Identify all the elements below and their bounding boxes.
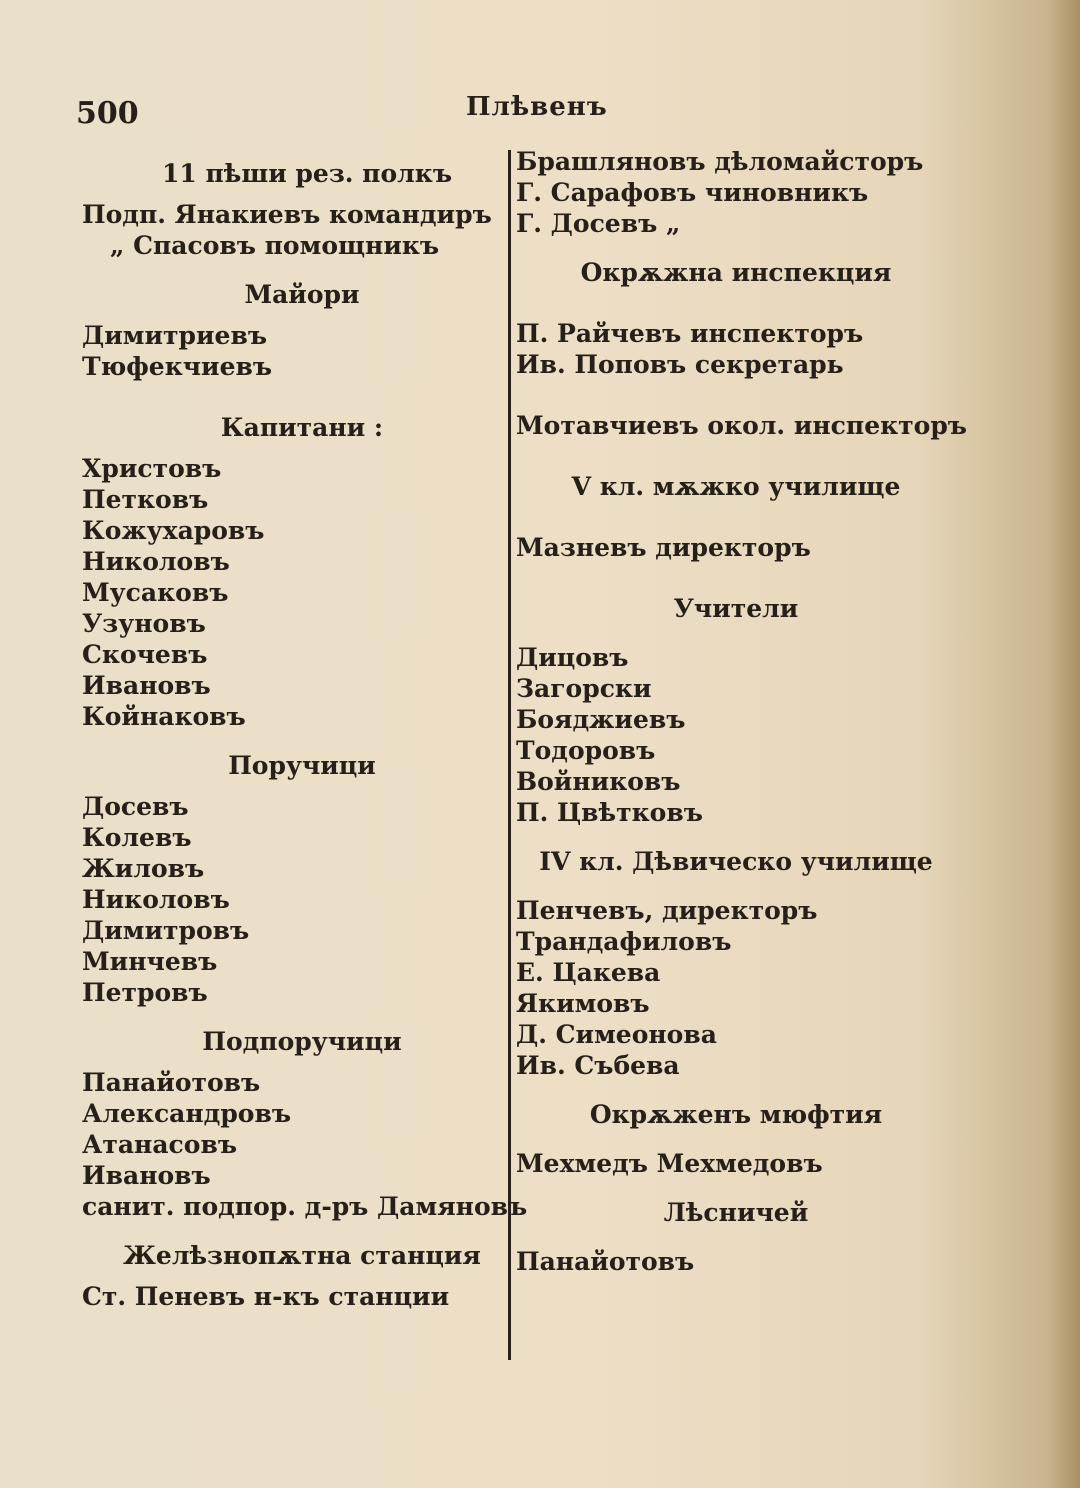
running-title: Плѣвенъ: [466, 92, 608, 122]
mufti-heading: Окрѫженъ мюфтия: [589, 1100, 883, 1129]
teachers-list: [516, 642, 956, 828]
girls-school-heading: IV кл. Дѣвическо училище: [539, 847, 933, 876]
right-column: [516, 146, 967, 1277]
list-item: Мусаковъ: [82, 578, 229, 607]
list-item: Христовъ: [82, 454, 222, 483]
left-column: [82, 158, 528, 1312]
list-item: Колевъ: [82, 823, 192, 852]
railway-entry: Ст. Пеневъ н-къ станции: [82, 1282, 450, 1311]
list-item: Трандафиловъ: [516, 927, 732, 956]
boys-school-heading: V кл. мѫжко училище: [571, 472, 901, 501]
list-item: Узуновъ: [82, 609, 206, 638]
list-item: Скочевъ: [82, 640, 208, 669]
majors-heading: Майори: [244, 280, 360, 309]
sub-lieutenants-heading: Подпоручици: [202, 1027, 402, 1056]
forester-entry: Панайотовъ: [516, 1247, 695, 1276]
list-item: Тодоровъ: [516, 736, 656, 765]
sub-lieutenants-list: [82, 1067, 528, 1222]
lieutenants-list: [82, 791, 522, 1008]
list-item: Ив. Събева: [516, 1051, 680, 1080]
list-item: Ив. Поповъ секретарь: [516, 350, 844, 379]
list-item: Димитровъ: [82, 916, 250, 945]
list-item: Димитриевъ: [82, 321, 267, 350]
list-item: Жиловъ: [82, 854, 205, 883]
captains-list: [82, 453, 522, 732]
list-item: П. Цвѣтковъ: [516, 798, 703, 827]
list-item: Тюфекчиевъ: [82, 352, 273, 381]
list-item: Е. Цакева: [516, 958, 661, 987]
regiment-heading: 11 пѣши рез. полкъ: [161, 159, 453, 188]
inspection-extra: Мотавчиевъ окол. инспекторъ: [516, 411, 967, 440]
list-item: Петковъ: [82, 485, 209, 514]
list-item: Николовъ: [82, 885, 230, 914]
list-item: Койнаковъ: [82, 702, 246, 731]
majors-list: [82, 320, 522, 382]
captains-heading: Капитани :: [220, 413, 384, 442]
list-item: Кожухаровъ: [82, 516, 265, 545]
list-item: Загорски: [516, 674, 652, 703]
list-item: Брашляновъ дѣломайсторъ: [516, 147, 924, 176]
list-item: Ивановъ: [82, 1161, 211, 1190]
lieutenants-heading: Поручици: [228, 751, 376, 780]
list-item: Николовъ: [82, 547, 230, 576]
inspection-heading: Окрѫжна инспекция: [580, 258, 892, 287]
list-item: Минчевъ: [82, 947, 218, 976]
list-item: Г. Досевъ „: [516, 209, 681, 238]
list-item: Атанасовъ: [82, 1130, 237, 1159]
list-item: Бояджиевъ: [516, 705, 686, 734]
page-number: 500: [76, 96, 139, 131]
forester-heading: Лѣсничей: [663, 1198, 809, 1227]
mufti-entry: Мехмедъ Мехмедовъ: [516, 1149, 823, 1178]
list-item: Д. Симеонова: [516, 1020, 717, 1049]
list-item: Ивановъ: [82, 671, 211, 700]
boys-school-director: Мазневъ директоръ: [516, 533, 811, 562]
regiment-commander: Подп. Янакиевъ командиръ: [82, 200, 492, 229]
list-item: санит. подпор. д-ръ Дамяновъ: [82, 1192, 528, 1221]
list-item: Войниковъ: [516, 767, 681, 796]
list-item: Г. Сарафовъ чиновникъ: [516, 178, 869, 207]
list-item: Александровъ: [82, 1099, 292, 1128]
railway-heading: Желѣзнопѫтна станция: [123, 1241, 481, 1270]
list-item: Пенчевъ, директоръ: [516, 896, 818, 925]
list-item: Петровъ: [82, 978, 208, 1007]
list-item: Панайотовъ: [82, 1068, 261, 1097]
list-item: Досевъ: [82, 792, 189, 821]
regiment-assistant: „ Спасовъ помощникъ: [110, 231, 440, 260]
teachers-heading: Учители: [673, 594, 799, 623]
girls-school-list: [516, 895, 956, 1081]
list-item: Якимовъ: [516, 989, 650, 1018]
inspection-list: [516, 318, 956, 380]
list-item: Дицовъ: [516, 643, 629, 672]
list-item: П. Райчевъ инспекторъ: [516, 319, 864, 348]
